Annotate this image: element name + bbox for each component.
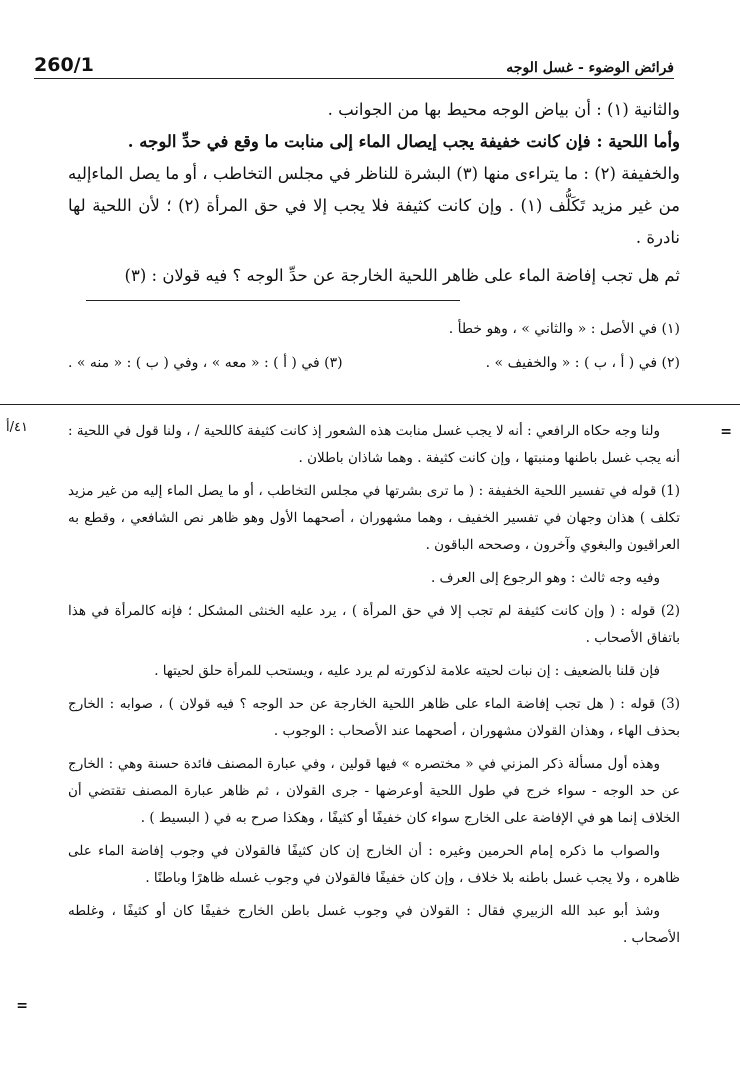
margin-mark-bottom: = xyxy=(16,998,28,1014)
commentary-paragraph: (1) قوله في تفسير اللحية الخفيفة : ( ما ترى بشرتها في مجلس التخاطب ، أو ما يصل الماء إليه من غير مزيد تكلف ) هذان وجهان في تفسير الخفيف ، وهما مشهوران ، أصحهما الأول وهو ظاهر نص الشافعي ، وقطع به العراقيون والبغوي وآخرون ، وصححه الباقون . xyxy=(68,483,680,553)
commentary-paragraph: وفيه وجه ثالث : وهو الرجوع إلى العرف . xyxy=(430,570,660,586)
page-number: 260/1 xyxy=(34,54,94,76)
main-paragraph: والثانية (١) : أن بياض الوجه محيط بها من الجوانب . xyxy=(327,100,680,119)
margin-mark-top: = xyxy=(720,424,732,440)
commentary-separator xyxy=(0,404,740,405)
commentary-paragraph: (2) قوله : ( وإن كانت كثيفة لم تجب إلا في حق المرأة ) ، يرد عليه الخنثى المشكل ؛ فإنه كالمرأة في هذا باتفاق الأصحاب . xyxy=(68,603,680,646)
main-text xyxy=(68,94,680,292)
commentary xyxy=(68,418,680,958)
commentary-paragraph: وشذ أبو عبد الله الزبيري فقال : القولان في وجوب غسل باطن الخارج خفيفًا كان أو كثيفًا ، وغلطه الأصحاب . xyxy=(68,903,680,946)
main-paragraph: ثم هل تجب إفاضة الماء على ظاهر اللحية الخارجة عن حدِّ الوجه ؟ فيه قولان : (٣) xyxy=(124,266,680,285)
footnote-separator xyxy=(86,300,460,301)
footnote-row xyxy=(68,346,680,380)
commentary-paragraph: وهذه أول مسألة ذكر المزني في « مختصره » فيها قولين ، وفي عبارة المصنف فائدة حسنة وهي : الخارج عن حد الوجه - سواء خرج في طول اللحية أوعرضها - جرى القولان ، ثم ظاهر عبارة المصنف تقتضي أن الخلاف إنما هو في الإفاضة على الخارج سواء كان خفيفًا أو كثيفًا ، وهكذا صرح به في ( البسيط ) . xyxy=(68,756,680,826)
commentary-paragraph: (3) قوله : ( هل تجب إفاضة الماء على ظاهر اللحية الخارجة عن حد الوجه ؟ فيه قولان ) ، صوابه : الخارج بحذف الهاء ، وهذان القولان مشهوران ، أصحهما عند الأصحاب : الوجوب . xyxy=(68,696,680,739)
running-header xyxy=(34,48,674,79)
main-paragraph: وأما اللحية : فإن كانت خفيفة يجب إيصال الماء إلى منابت ما وقع في حدِّ الوجه . xyxy=(127,132,680,151)
commentary-paragraph: والصواب ما ذكره إمام الحرمين وغيره : أن الخارج إن كان كثيفًا فالقولان في وجوب إفاضة الماء على ظاهره ، ولا يجب غسل باطنه بلا خلاف ، وإن كان خفيفًا فالقولان في وجوب غسله ظاهرًا وباطنًا . xyxy=(68,843,680,886)
chapter-title: فرائض الوضوء - غسل الوجه xyxy=(506,60,674,76)
footnote: (١) في الأصل : « والثاني » ، وهو خطأ . xyxy=(448,321,680,337)
footnote: (٣) في ( أ ) : « معه » ، وفي ( ب ) : « منه » . xyxy=(68,355,343,371)
footnotes xyxy=(68,312,680,380)
commentary-paragraph: ولنا وجه حكاه الرافعي : أنه لا يجب غسل منابت هذه الشعور إذ كانت كثيفة كاللحية / ، ولنا قول في اللحية : أنه يجب غسل باطنها ومنبتها ، وإن كانت كثيفة . وهما شاذان باطلان . xyxy=(68,423,680,466)
footnote: (٢) في ( أ ، ب ) : « والخفيف » . xyxy=(485,355,680,371)
main-paragraph: والخفيفة (٢) : ما يتراءى منها (٣) البشرة للناظر في مجلس التخاطب ، أو ما يصل الماءإليه من غير مزيد تَكَلُّف (١) . وإن كانت كثيفة فلا يجب إلا في حق المرأة (٢) ؛ لأن اللحية لها نادرة . xyxy=(68,164,681,247)
commentary-paragraph: فإن قلنا بالضعيف : إن نبات لحيته علامة لذكورته لم يرد عليه ، ويستحب للمرأة حلق لحيتها . xyxy=(154,663,660,679)
margin-folio-ref: ٤١/أ xyxy=(6,420,28,435)
